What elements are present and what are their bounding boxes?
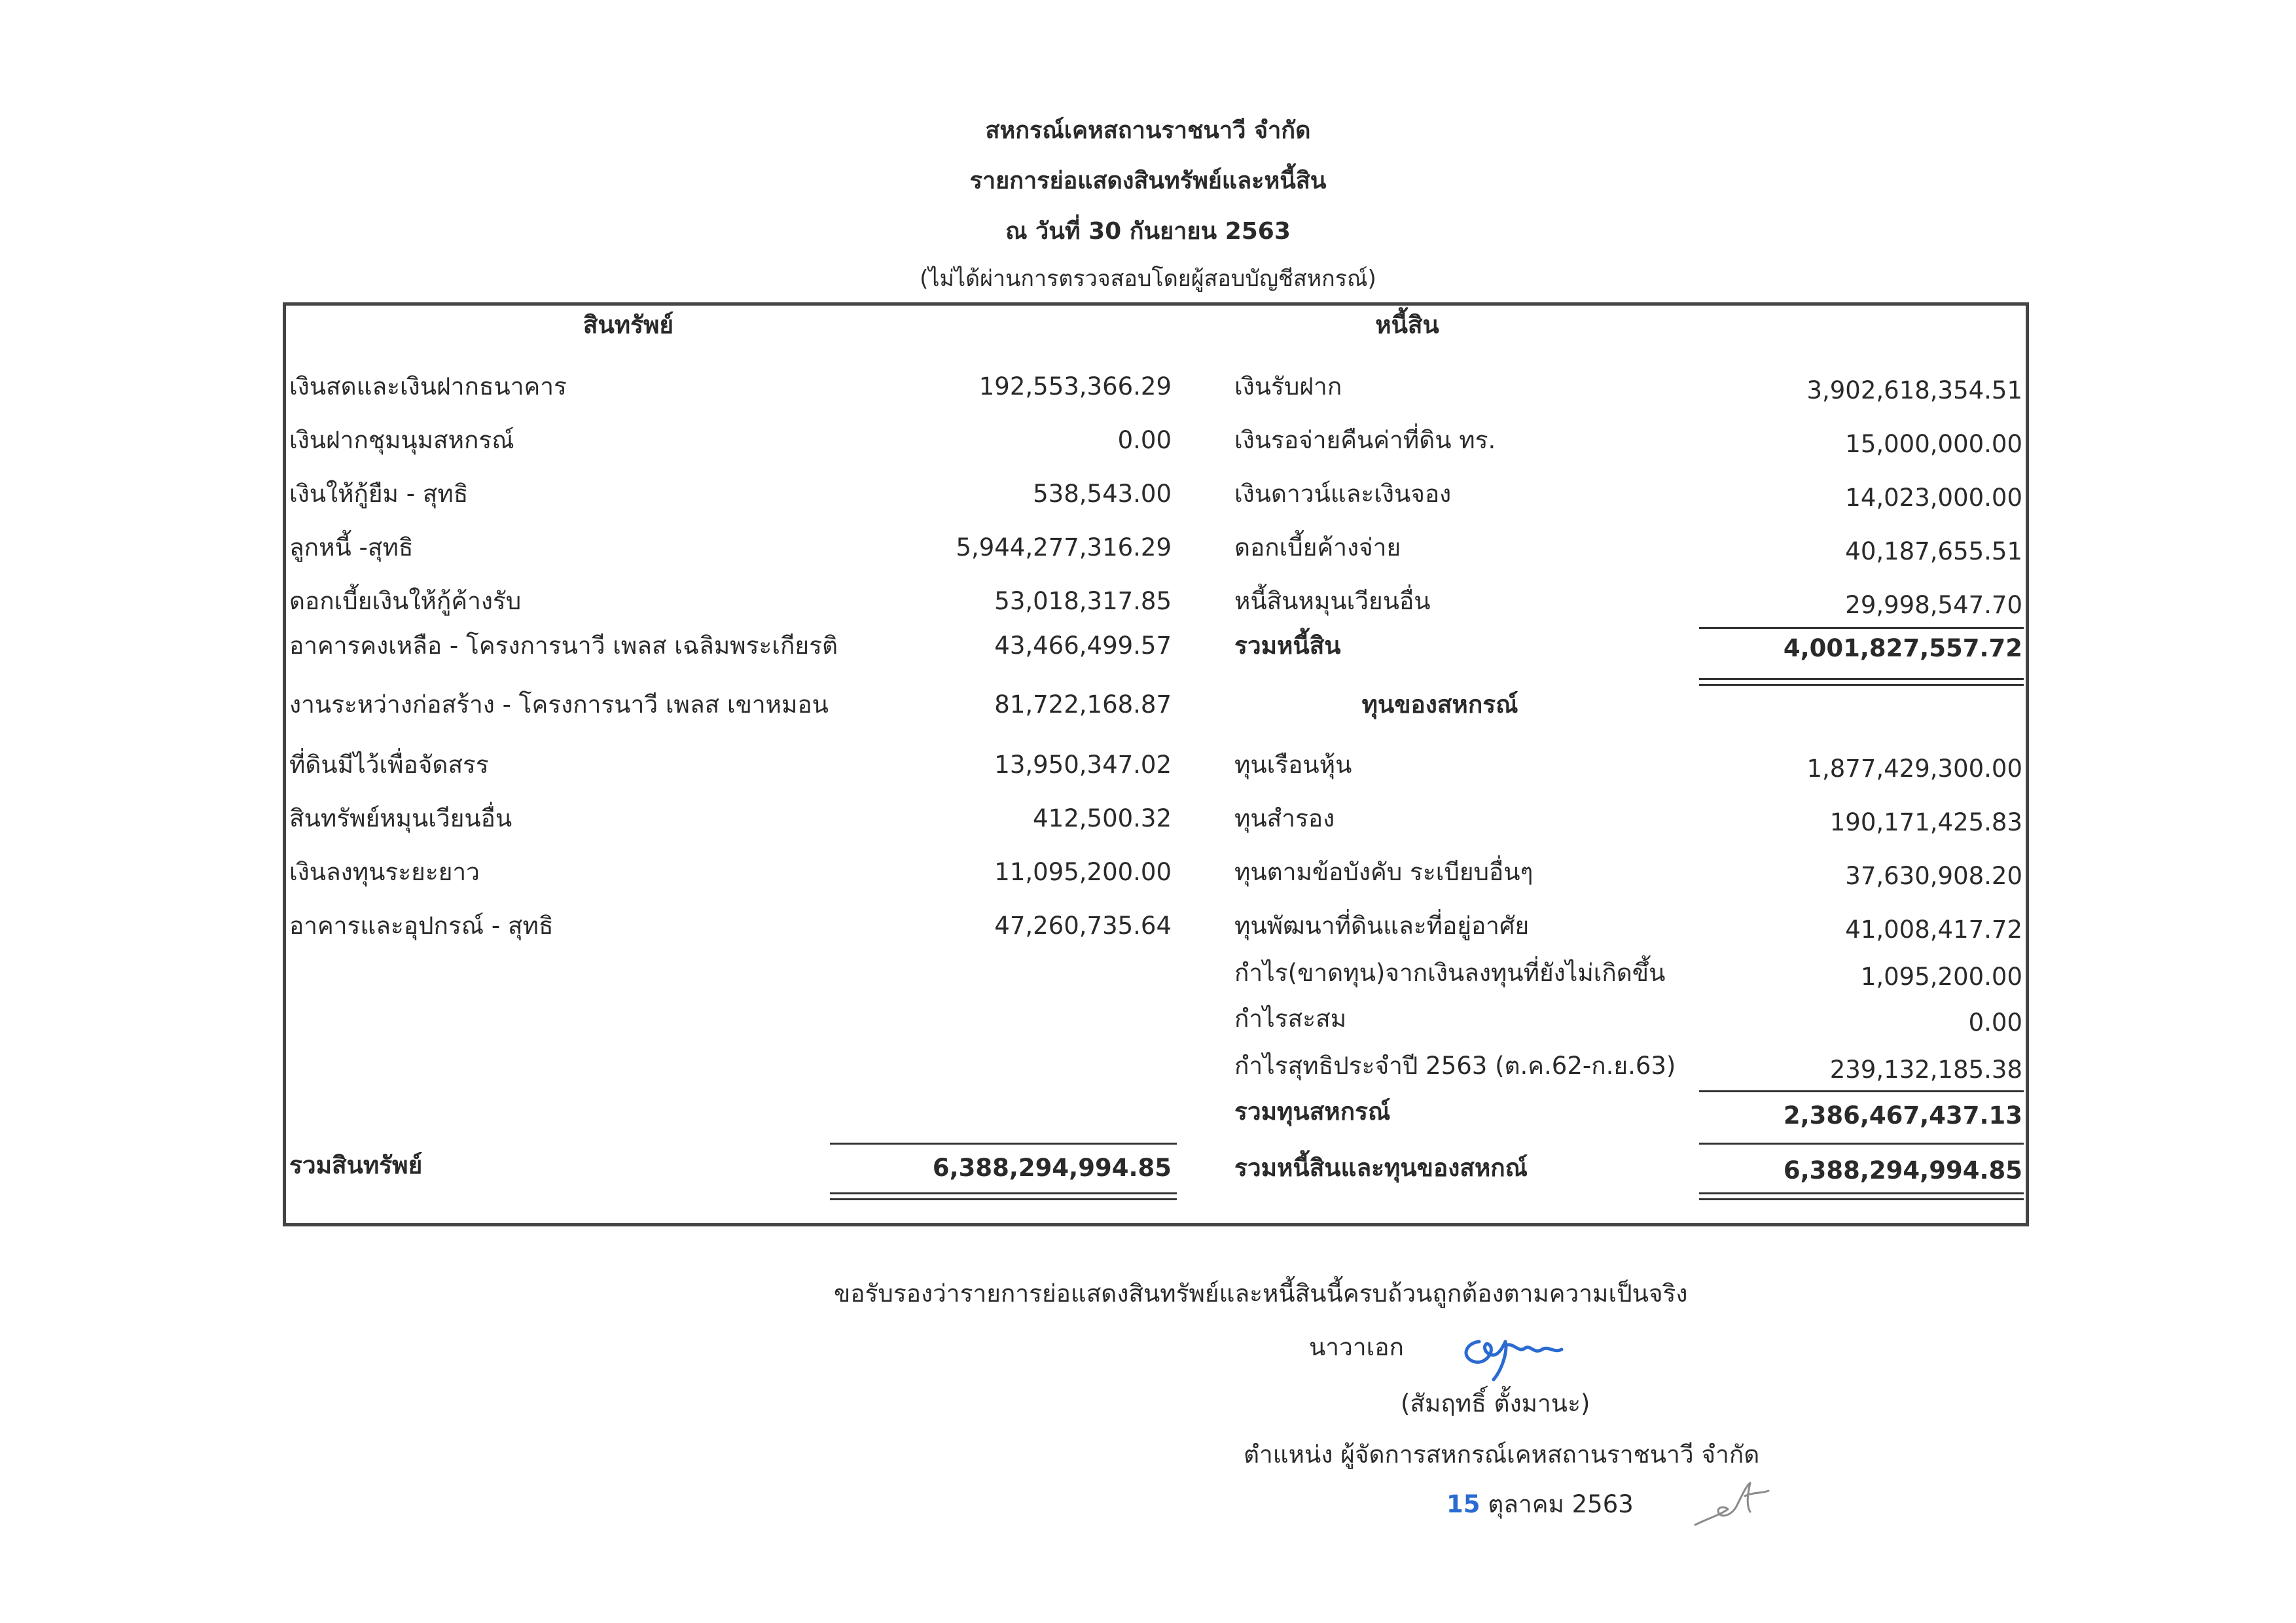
liability-label: เงินรับฝาก <box>1234 372 1342 401</box>
asset-value: 412,500.32 <box>1033 804 1172 832</box>
signature-image <box>1453 1315 1571 1387</box>
equity-value: 190,171,425.83 <box>1829 808 2022 836</box>
equity-total-value: 2,386,467,437.13 <box>1783 1101 2022 1130</box>
statement-date: ณ วันที่ 30 กันยายน 2563 <box>1005 218 1291 245</box>
signer-position: ตำแหน่ง ผู้จัดการสหกรณ์เคหสถานราชนาวี จำกัด <box>1244 1440 1760 1469</box>
equity-label: ทุนเรือนหุ้น <box>1234 751 1352 779</box>
asset-label: ที่ดินมีไว้เพื่อจัดสรร <box>289 751 489 779</box>
liabilities-total-value: 4,001,827,557.72 <box>1783 634 2022 662</box>
equity-heading: ทุนของสหกรณ์ <box>1361 690 1518 719</box>
signature-date-day: 15 <box>1446 1490 1480 1518</box>
liability-value: 40,187,655.51 <box>1845 537 2022 565</box>
liability-value: 14,023,000.00 <box>1845 484 2022 512</box>
initials-mark <box>1682 1466 1787 1538</box>
certification-statement: ขอรับรองว่ารายการย่อแสดงสินทรัพย์และหนี้สินนี้ครบถ้วนถูกต้องตามความเป็นจริง <box>834 1279 1688 1308</box>
grand-total-label: รวมหนี้สินและทุนของสหกณ์ <box>1234 1154 1528 1182</box>
liabilities-total-label: รวมหนี้สิน <box>1234 632 1341 660</box>
asset-label: งานระหว่างก่อสร้าง - โครงการนาวี เพลส เขาหมอน <box>289 690 829 719</box>
org-name: สหกรณ์เคหสถานราชนาวี จำกัด <box>985 117 1311 144</box>
subtotal-rule <box>1699 1090 2024 1092</box>
asset-label: เงินลงทุนระยะยาว <box>289 858 480 886</box>
asset-value: 43,466,499.57 <box>994 632 1172 660</box>
asset-label: เงินฝากชุมนุมสหกรณ์ <box>289 426 514 454</box>
equity-value: 0.00 <box>1968 1008 2022 1037</box>
asset-label: เงินสดและเงินฝากธนาคาร <box>289 372 567 401</box>
asset-value: 13,950,347.02 <box>994 751 1172 779</box>
grand-total-double-rule <box>1699 1192 2024 1200</box>
equity-value: 37,630,908.20 <box>1845 862 2022 890</box>
subtotal-rule <box>1699 627 2024 629</box>
asset-label: อาคารและอุปกรณ์ - สุทธิ <box>289 912 554 940</box>
signature-date-month-year: ตุลาคม 2563 <box>1488 1490 1634 1518</box>
asset-value: 5,944,277,316.29 <box>956 533 1172 562</box>
asset-label: อาคารคงเหลือ - โครงการนาวี เพลส เฉลิมพระเกียรติ <box>289 632 838 660</box>
asset-label: ดอกเบี้ยเงินให้กู้ค้างรับ <box>289 587 522 615</box>
equity-value: 239,132,185.38 <box>1829 1056 2022 1084</box>
equity-label: กำไรสะสม <box>1234 1005 1347 1033</box>
liability-label: เงินดาวน์และเงินจอง <box>1234 480 1452 508</box>
statement-title: รายการย่อแสดงสินทรัพย์และหนี้สิน <box>969 168 1327 194</box>
equity-label: กำไรสุทธิประจำปี 2563 (ต.ค.62-ก.ย.63) <box>1234 1052 1676 1080</box>
liabilities-heading: หนี้สิน <box>1375 311 1439 339</box>
equity-total-label: รวมทุนสหกรณ์ <box>1234 1097 1391 1126</box>
liability-value: 15,000,000.00 <box>1845 430 2022 458</box>
liability-label: เงินรอจ่ายคืนค่าที่ดิน ทร. <box>1234 426 1496 454</box>
signer-name: (สัมฤทธิ์ ตั้งมานะ) <box>1401 1389 1590 1418</box>
liability-value: 29,998,547.70 <box>1845 591 2022 619</box>
liability-label: หนี้สินหมุนเวียนอื่น <box>1234 587 1431 615</box>
equity-value: 1,877,429,300.00 <box>1806 755 2022 783</box>
assets-heading: สินทรัพย์ <box>583 311 674 339</box>
assets-total-value: 6,388,294,994.85 <box>932 1154 1172 1182</box>
asset-value: 192,553,366.29 <box>978 372 1172 401</box>
asset-value: 11,095,200.00 <box>994 858 1172 886</box>
assets-total-rule <box>830 1143 1177 1145</box>
asset-label: เงินให้กู้ยืม - สุทธิ <box>289 480 469 508</box>
equity-value: 41,008,417.72 <box>1845 916 2022 944</box>
liability-label: ดอกเบี้ยค้างจ่าย <box>1234 533 1401 562</box>
total-double-rule <box>1699 678 2024 686</box>
equity-label: ทุนพัฒนาที่ดินและที่อยู่อาศัย <box>1234 912 1530 940</box>
asset-value: 53,018,317.85 <box>994 587 1172 615</box>
audit-note: (ไม่ได้ผ่านการตรวจสอบโดยผู้สอบบัญชีสหกรณ์) <box>920 266 1376 292</box>
asset-label: ลูกหนี้ -สุทธิ <box>289 533 414 562</box>
liability-value: 3,902,618,354.51 <box>1806 376 2022 404</box>
signer-rank: นาวาเอก <box>1309 1333 1404 1361</box>
equity-label: ทุนตามข้อบังคับ ระเบียบอื่นๆ <box>1234 858 1534 886</box>
assets-total-label: รวมสินทรัพย์ <box>289 1151 423 1179</box>
grand-total-value: 6,388,294,994.85 <box>1783 1156 2022 1185</box>
equity-label: กำไร(ขาดทุน)จากเงินลงทุนที่ยังไม่เกิดขึ้น <box>1234 959 1666 987</box>
signature-date <box>1446 1492 1634 1516</box>
asset-value: 0.00 <box>1117 426 1172 454</box>
equity-value: 1,095,200.00 <box>1860 963 2022 991</box>
asset-value: 538,543.00 <box>1033 480 1172 508</box>
grand-total-rule <box>1699 1143 2024 1145</box>
asset-label: สินทรัพย์หมุนเวียนอื่น <box>289 804 512 832</box>
assets-total-double-rule <box>830 1192 1177 1200</box>
equity-label: ทุนสำรอง <box>1234 804 1335 832</box>
asset-value: 47,260,735.64 <box>994 912 1172 940</box>
asset-value: 81,722,168.87 <box>994 690 1172 719</box>
